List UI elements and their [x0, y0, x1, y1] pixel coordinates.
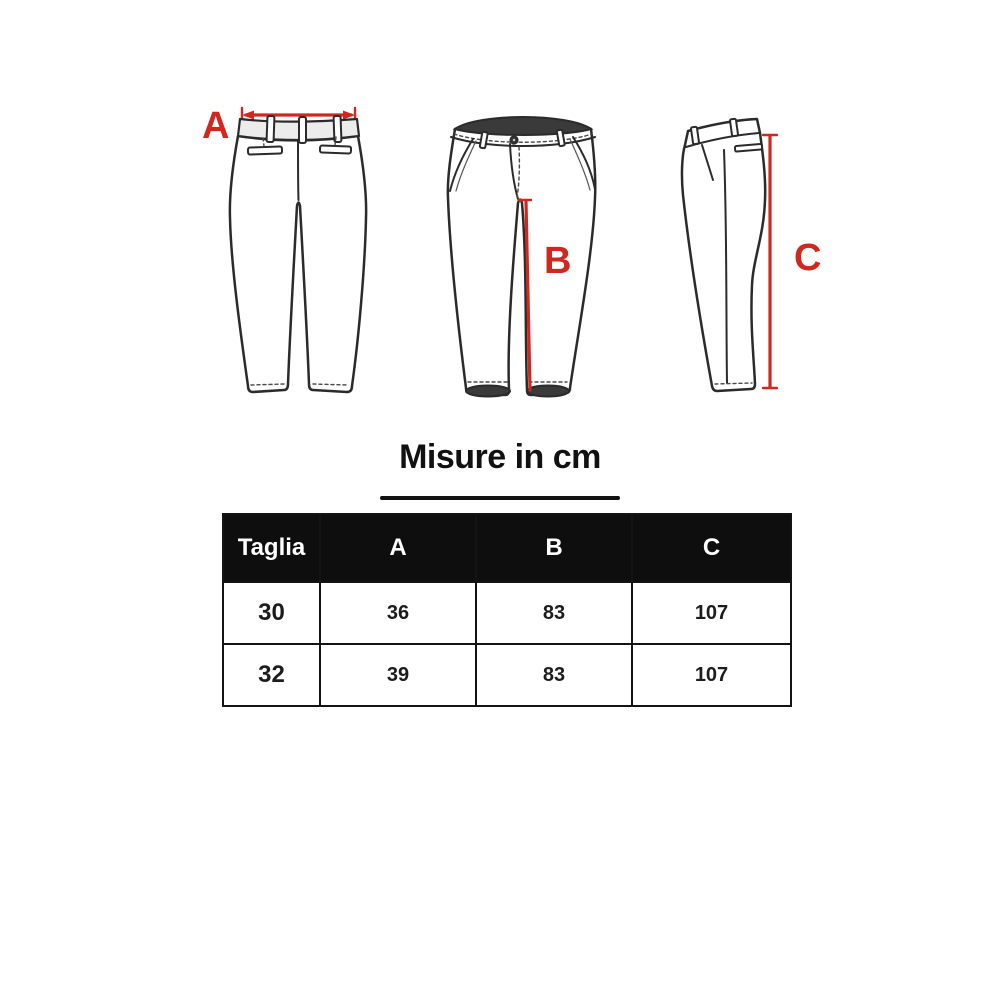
measure-label-c: C [794, 237, 822, 279]
arrowhead-left [242, 111, 254, 120]
measure-label-a: A [202, 105, 230, 147]
size-chart-title: Misure in cm [399, 438, 601, 476]
hem-opening-right [527, 386, 569, 397]
size-row-32 [223, 644, 791, 706]
cell-taglia: 32 [223, 644, 320, 706]
pants-side-view-drawing [655, 100, 830, 420]
pants-front-view-drawing [443, 103, 603, 403]
size-table [222, 513, 792, 707]
cell-c: 107 [632, 644, 791, 706]
belt-loop [299, 117, 306, 143]
waistband-inner-shadow [455, 117, 591, 135]
col-header-c: C [632, 514, 791, 582]
title-underline [380, 496, 620, 500]
belt-loop [730, 119, 738, 137]
cell-c: 107 [632, 582, 791, 644]
belt-loop [267, 116, 275, 142]
welt-pocket-left [248, 146, 282, 154]
cell-taglia: 30 [223, 582, 320, 644]
cell-b: 83 [476, 582, 632, 644]
hem-stitch-lines [251, 384, 347, 385]
pants-back-view-drawing [196, 96, 386, 411]
measure-label-b: B [544, 240, 572, 282]
belt-loop [334, 116, 342, 142]
arrowhead-right [343, 111, 355, 120]
pants-front-silhouette [448, 119, 595, 396]
cell-b: 83 [476, 644, 632, 706]
welt-pocket-right [320, 145, 351, 153]
hem-opening-left [466, 386, 510, 397]
center-back-seam [298, 140, 299, 200]
col-header-b: B [476, 514, 632, 582]
waist-button-center [513, 139, 515, 141]
size-table-header-row [223, 514, 791, 582]
belt-loop [691, 127, 699, 145]
cell-a: 36 [320, 582, 476, 644]
col-header-a: A [320, 514, 476, 582]
back-welt-pocket [735, 144, 762, 152]
cell-a: 39 [320, 644, 476, 706]
size-row-30 [223, 582, 791, 644]
col-header-taglia: Taglia [223, 514, 320, 582]
